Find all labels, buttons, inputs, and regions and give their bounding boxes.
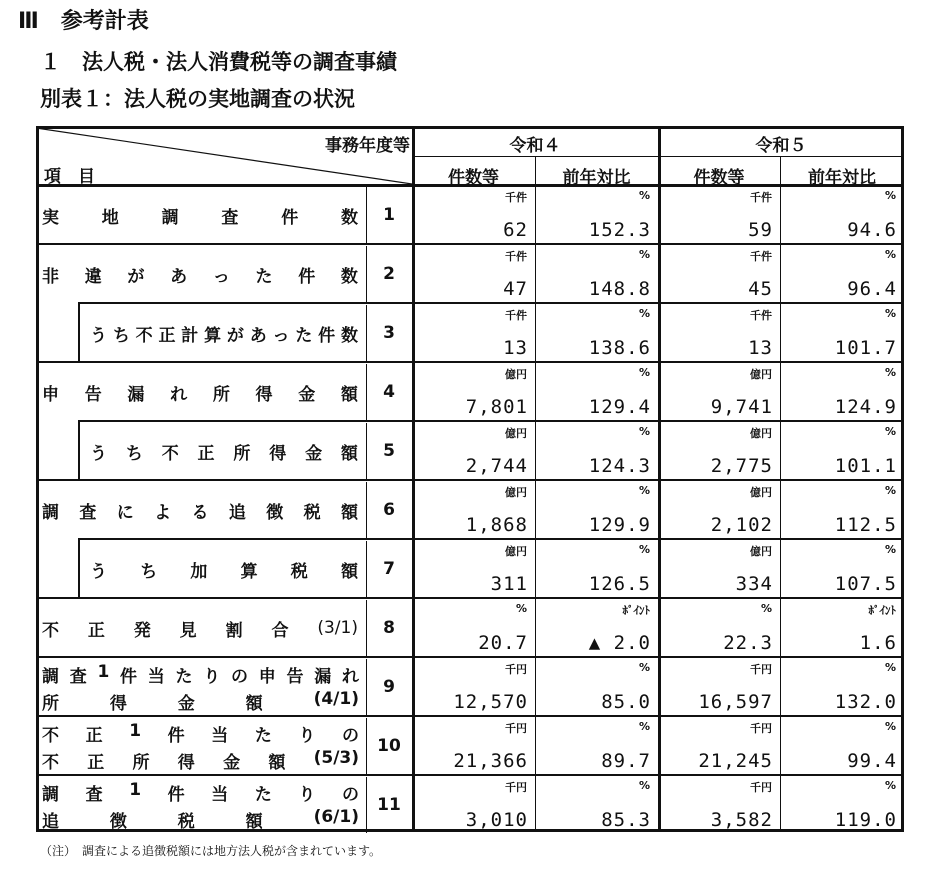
label-char: る	[191, 502, 209, 523]
label-char: 所	[212, 384, 230, 405]
row-label	[42, 777, 359, 833]
data-value: 96.4	[847, 278, 897, 300]
label-char: 額	[340, 561, 358, 582]
data-value: 334	[735, 573, 773, 595]
divider-index	[366, 659, 367, 715]
unit-label: %	[884, 425, 896, 438]
label-char: た	[255, 266, 273, 287]
data-value: 101.7	[834, 337, 897, 359]
label-char: 数	[340, 266, 358, 287]
row-label-line2	[42, 807, 359, 832]
data-value: 132.0	[834, 691, 897, 713]
label-char: ち	[140, 561, 158, 582]
label-char: 算	[204, 325, 222, 346]
label-char: 加	[190, 561, 208, 582]
unit-label: 千件	[505, 191, 527, 204]
label-char: の	[342, 726, 359, 746]
indent-divider	[78, 538, 80, 597]
label-char: れ	[170, 384, 188, 405]
row-number: 8	[383, 618, 395, 638]
data-value: 20.7	[478, 632, 528, 654]
unit-label: %	[638, 543, 650, 556]
divider-header-mid	[412, 156, 904, 157]
data-value: 3,010	[465, 809, 528, 831]
label-char: ち	[112, 325, 130, 346]
unit-label: 億円	[505, 486, 527, 499]
label-char: 額	[340, 443, 358, 464]
unit-label: %	[638, 366, 650, 379]
data-value: 22.3	[723, 632, 773, 654]
unit-label: %	[884, 779, 896, 792]
data-value: 7,801	[465, 396, 528, 418]
data-value: 129.9	[588, 514, 651, 536]
label-char: 地	[101, 207, 119, 228]
label-char: た	[295, 325, 313, 346]
label-char: た	[175, 667, 193, 687]
label-char: 件	[281, 207, 299, 228]
label-char: 件	[167, 726, 185, 746]
label-char: 漏	[127, 384, 145, 405]
label-char: 不	[135, 325, 153, 346]
label-char: 調	[42, 667, 59, 687]
data-value: 138.6	[588, 337, 651, 359]
label-char: 告	[286, 667, 304, 687]
label-char: 額	[341, 502, 358, 523]
data-value: 152.3	[588, 219, 651, 241]
unit-label: 億円	[505, 368, 527, 381]
label-char: 正	[197, 443, 215, 464]
data-value: 45	[748, 278, 773, 300]
label-char: っ	[272, 325, 290, 346]
label-char: ち	[125, 443, 143, 464]
label-char: 正	[85, 726, 103, 746]
row-divider	[36, 361, 904, 363]
label-char: 割	[225, 620, 243, 641]
survey-table	[36, 126, 904, 832]
row-label	[42, 482, 358, 538]
unit-label: 億円	[505, 427, 527, 440]
label-char: 正	[158, 325, 176, 346]
label-char: あ	[249, 325, 267, 346]
label-char: 査	[69, 667, 87, 687]
data-value: 119.0	[834, 809, 897, 831]
label-char: 額	[245, 694, 263, 714]
unit-label: 億円	[750, 427, 772, 440]
data-value: 126.5	[588, 573, 651, 595]
label-char: 当	[147, 667, 165, 687]
footnote: （注） 調査による追徴税額には地方法人税が含まれています。	[40, 844, 382, 858]
unit-label: %	[638, 720, 650, 733]
divider-index	[366, 541, 367, 597]
row-divider	[36, 479, 904, 481]
label-char: 所	[132, 753, 150, 773]
unit-label: %	[884, 189, 896, 202]
unit-label: 千円	[750, 663, 772, 676]
label-char: あ	[170, 266, 188, 287]
label-char: 査	[85, 785, 103, 805]
unit-label: 千件	[505, 250, 527, 263]
data-value: 3,582	[710, 809, 773, 831]
label-char: 金	[177, 694, 195, 714]
row-divider	[36, 597, 904, 599]
data-value: 59	[748, 219, 773, 241]
label-char: 不	[42, 726, 59, 746]
unit-label: %	[884, 366, 896, 379]
label-char: 額	[268, 753, 286, 773]
data-value: 85.3	[601, 809, 651, 831]
data-value: 2,744	[465, 455, 528, 477]
row-number: 4	[383, 382, 395, 402]
label-char: が	[127, 266, 145, 287]
label-char: 合	[271, 620, 289, 641]
corner-label-bottom: 項 目	[44, 167, 95, 187]
row-label	[42, 187, 358, 243]
label-char: 違	[84, 266, 102, 287]
label-char: 正	[87, 620, 105, 641]
row-number: 3	[383, 323, 395, 343]
label-char: 調	[161, 207, 179, 228]
label-char: 漏	[314, 667, 332, 687]
unit-label: %	[884, 484, 896, 497]
label-char: の	[230, 667, 248, 687]
unit-label: 千件	[750, 250, 772, 263]
data-value: 13	[748, 337, 773, 359]
label-char: っ	[212, 266, 230, 287]
label-char: 税	[303, 502, 321, 523]
label-char: 不	[161, 443, 179, 464]
label-char: 発	[133, 620, 151, 641]
table-row	[36, 482, 904, 538]
label-char: う	[90, 325, 107, 346]
label-char: 見	[179, 620, 197, 641]
table-row	[36, 777, 904, 833]
data-value: 311	[490, 573, 528, 595]
unit-label: %	[515, 602, 527, 615]
label-char: 件	[298, 266, 316, 287]
label-suffix: (3/1)	[317, 618, 358, 638]
row-number: 6	[383, 500, 395, 520]
data-value: 99.4	[847, 750, 897, 772]
unit-label: 千円	[505, 781, 527, 794]
label-char: た	[254, 726, 272, 746]
unit-label: %	[884, 307, 896, 320]
data-value: 12,570	[453, 691, 528, 713]
row-number: 2	[383, 264, 395, 284]
label-char: 額	[340, 384, 358, 405]
row-divider	[36, 656, 904, 658]
data-value: 2,775	[710, 455, 773, 477]
data-value: 62	[503, 219, 528, 241]
label-char: 得	[109, 694, 127, 714]
row-label-line2	[42, 748, 359, 773]
data-value: 107.5	[834, 573, 897, 595]
row-divider	[78, 302, 904, 304]
year-label-r5: 令和５	[755, 136, 807, 156]
label-char: 算	[240, 561, 258, 582]
unit-label: %	[638, 425, 650, 438]
row-divider	[36, 243, 904, 245]
unit-label: ﾎﾟｲﾝﾄ	[868, 604, 896, 617]
unit-label: 億円	[750, 486, 772, 499]
divider-index	[366, 305, 367, 361]
label-suffix: (6/1)	[313, 807, 359, 827]
label-char: 正	[87, 753, 105, 773]
unit-label: 千円	[750, 781, 772, 794]
label-char: 当	[211, 726, 229, 746]
row-number: 5	[383, 441, 395, 461]
label-char: 件	[167, 785, 185, 805]
unit-label: 千円	[505, 663, 527, 676]
label-char: 額	[245, 812, 263, 832]
table-row	[36, 600, 904, 656]
divider-index	[366, 187, 367, 243]
label-char: 査	[79, 502, 97, 523]
label-char: よ	[154, 502, 172, 523]
data-value: 94.6	[847, 219, 897, 241]
subsection-heading: １ 法人税・法人消費税等の調査事績	[40, 50, 397, 74]
data-value: 16,597	[698, 691, 773, 713]
data-value: 129.4	[588, 396, 651, 418]
subcol-header: 前年対比	[808, 168, 876, 188]
subcol-header: 件数等	[693, 168, 745, 188]
label-char: 件	[120, 667, 138, 687]
row-number: 1	[383, 205, 395, 225]
unit-label: %	[638, 661, 650, 674]
divider-index	[366, 600, 367, 656]
data-value: 112.5	[834, 514, 897, 536]
unit-label: 千件	[750, 309, 772, 322]
data-value: 21,245	[698, 750, 773, 772]
label-char: 徴	[266, 502, 284, 523]
label-suffix: (5/3)	[313, 748, 359, 768]
row-number: 9	[383, 677, 395, 697]
row-label-line1	[42, 780, 359, 805]
label-char: 数	[340, 325, 358, 346]
row-divider	[36, 715, 904, 717]
indent-divider	[78, 420, 80, 479]
data-value: ▲ 2.0	[588, 632, 651, 654]
label-char: 金	[298, 384, 316, 405]
unit-label: %	[884, 248, 896, 261]
data-value: 124.3	[588, 455, 651, 477]
data-value: 13	[503, 337, 528, 359]
unit-label: 億円	[750, 545, 772, 558]
data-value: 148.8	[588, 278, 651, 300]
label-char: 税	[290, 561, 308, 582]
label-char: 申	[42, 384, 59, 405]
label-char: 申	[258, 667, 276, 687]
label-char: 1	[97, 662, 110, 682]
divider-index	[366, 718, 367, 774]
row-label	[90, 305, 358, 361]
row-divider	[78, 538, 904, 540]
label-char: 追	[228, 502, 246, 523]
data-value: 1,868	[465, 514, 528, 536]
unit-label: %	[638, 779, 650, 792]
data-value: 9,741	[710, 396, 773, 418]
label-char: 当	[211, 785, 229, 805]
data-value: 89.7	[601, 750, 651, 772]
label-char: 告	[84, 384, 102, 405]
label-char: の	[342, 785, 359, 805]
unit-label: 千件	[505, 309, 527, 322]
label-char: 所	[233, 443, 251, 464]
divider-index	[366, 482, 367, 538]
unit-label: %	[638, 484, 650, 497]
divider-index	[366, 423, 367, 479]
table-row	[36, 659, 904, 715]
table-row	[36, 718, 904, 774]
row-label	[42, 718, 359, 774]
unit-label: %	[884, 661, 896, 674]
label-char: 金	[223, 753, 241, 773]
unit-label: 億円	[505, 545, 527, 558]
row-label	[42, 659, 359, 715]
data-value: 47	[503, 278, 528, 300]
label-char: 税	[177, 812, 195, 832]
label-char: 得	[269, 443, 287, 464]
label-char: 査	[221, 207, 239, 228]
data-value: 101.1	[834, 455, 897, 477]
subcol-header: 前年対比	[562, 168, 631, 188]
unit-label: %	[884, 543, 896, 556]
unit-label: 千円	[750, 722, 772, 735]
label-char: 所	[42, 694, 59, 714]
label-char: り	[203, 667, 221, 687]
label-char: 計	[181, 325, 199, 346]
row-label	[42, 246, 358, 302]
label-suffix: (4/1)	[313, 689, 359, 709]
label-char: 実	[42, 207, 59, 228]
label-char: 得	[177, 753, 195, 773]
unit-label: %	[638, 248, 650, 261]
unit-label: %	[760, 602, 772, 615]
table-title: 別表１：法人税の実地調査の状況	[40, 87, 355, 111]
row-label	[42, 364, 358, 420]
label-char: り	[298, 785, 316, 805]
table-row	[36, 364, 904, 420]
label-char: 調	[42, 502, 59, 523]
unit-label: %	[638, 189, 650, 202]
row-label-line1	[42, 662, 359, 687]
label-char: 件	[318, 325, 336, 346]
row-divider	[36, 774, 904, 776]
unit-label: ﾎﾟｲﾝﾄ	[622, 604, 650, 617]
divider-index	[366, 246, 367, 302]
section-heading: Ⅲ 参考計表	[18, 9, 149, 34]
label-char: 不	[42, 753, 59, 773]
table-row	[36, 423, 904, 479]
data-value: 85.0	[601, 691, 651, 713]
label-char: 非	[42, 266, 59, 287]
row-label	[42, 600, 358, 656]
table-row	[36, 187, 904, 243]
row-number: 10	[377, 736, 401, 756]
unit-label: 億円	[750, 368, 772, 381]
divider-index	[366, 364, 367, 420]
row-number: 11	[377, 795, 401, 815]
label-char: 1	[129, 721, 142, 741]
row-label-line2	[42, 689, 359, 714]
table-row	[36, 541, 904, 597]
label-char: 数	[340, 207, 358, 228]
unit-label: 千円	[505, 722, 527, 735]
unit-label: 千件	[750, 191, 772, 204]
row-label	[90, 423, 358, 479]
label-char: う	[90, 561, 107, 582]
row-divider	[78, 420, 904, 422]
label-char: り	[298, 726, 316, 746]
year-label-r4: 令和４	[509, 136, 561, 156]
indent-divider	[78, 302, 80, 361]
row-label	[90, 541, 358, 597]
label-char: 追	[42, 812, 59, 832]
table-row	[36, 305, 904, 361]
row-number: 7	[383, 559, 395, 579]
row-label-line1	[42, 721, 359, 746]
label-char: 調	[42, 785, 59, 805]
label-char: 徴	[109, 812, 127, 832]
label-char: う	[90, 443, 107, 464]
label-char: 金	[305, 443, 323, 464]
label-char: 得	[255, 384, 273, 405]
label-char: 1	[129, 780, 142, 800]
data-value: 1.6	[859, 632, 897, 654]
data-value: 124.9	[834, 396, 897, 418]
table-row	[36, 246, 904, 302]
label-char: た	[254, 785, 272, 805]
divider-index	[366, 777, 367, 833]
subcol-header: 件数等	[448, 168, 499, 188]
data-value: 21,366	[453, 750, 528, 772]
label-char: が	[226, 325, 244, 346]
data-value: 2,102	[710, 514, 773, 536]
label-char: 不	[42, 620, 59, 641]
unit-label: %	[638, 307, 650, 320]
unit-label: %	[884, 720, 896, 733]
label-char: に	[116, 502, 134, 523]
corner-label-top: 事務年度等	[325, 136, 410, 156]
label-char: れ	[341, 667, 359, 687]
